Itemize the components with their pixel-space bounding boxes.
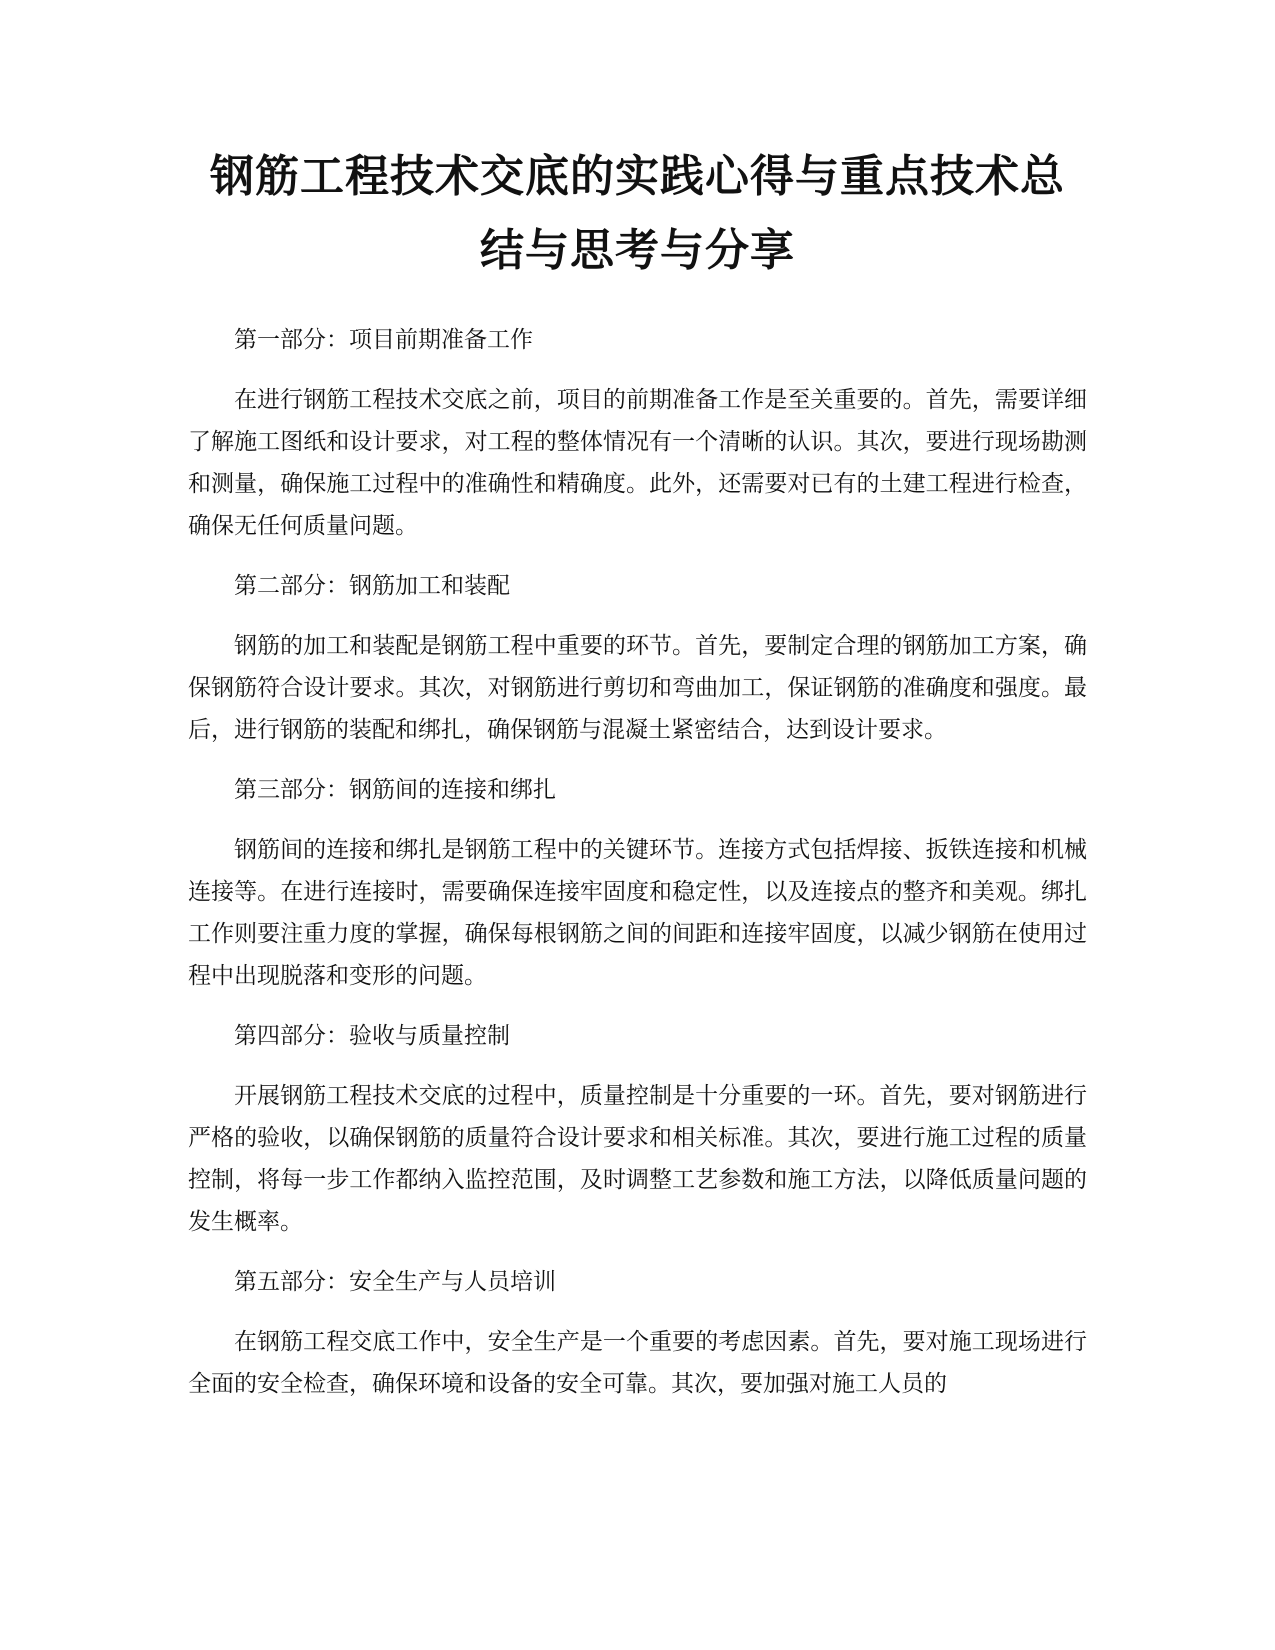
document-title: [188, 140, 1087, 288]
title-line-1: 钢筋工程技术交底的实践心得与重点技术总: [210, 151, 1065, 202]
title-line-2: 结与思考与分享: [480, 225, 795, 276]
section-heading-5: 第五部分：安全生产与人员培训: [234, 1269, 556, 1295]
section-heading-3: 第三部分：钢筋间的连接和绑扎: [234, 777, 556, 803]
section-heading-2: 第二部分：钢筋加工和装配: [234, 573, 510, 599]
section-paragraph-5: 在钢筋工程交底工作中，安全生产是一个重要的考虑因素。首先，要对施工现场进行全面的安全检查，确保环境和设备的安全可靠。其次，要加强对施工人员的: [188, 1329, 1087, 1397]
section-paragraph-3: 钢筋间的连接和绑扎是钢筋工程中的关键环节。连接方式包括焊接、扳铁连接和机械连接等。在进行连接时，需要确保连接牢固度和稳定性，以及连接点的整齐和美观。绑扎工作则要注重力度的掌握，确保每根钢筋之间的间距和连接牢固度，以减少钢筋在使用过程中出现脱落和变形的问题。: [188, 837, 1087, 989]
section-heading-1: 第一部分：项目前期准备工作: [234, 327, 533, 353]
section-heading-4: 第四部分：验收与质量控制: [234, 1023, 510, 1049]
document-body: [188, 310, 1087, 1414]
section-paragraph-2: 钢筋的加工和装配是钢筋工程中重要的环节。首先，要制定合理的钢筋加工方案，确保钢筋符合设计要求。其次，对钢筋进行剪切和弯曲加工，保证钢筋的准确度和强度。最后，进行钢筋的装配和绑扎，确保钢筋与混凝土紧密结合，达到设计要求。: [188, 633, 1087, 743]
section-paragraph-4: 开展钢筋工程技术交底的过程中，质量控制是十分重要的一环。首先，要对钢筋进行严格的验收，以确保钢筋的质量符合设计要求和相关标准。其次，要进行施工过程的质量控制，将每一步工作都纳入监控范围，及时调整工艺参数和施工方法，以降低质量问题的发生概率。: [188, 1083, 1087, 1235]
section-paragraph-1: 在进行钢筋工程技术交底之前，项目的前期准备工作是至关重要的。首先，需要详细了解施工图纸和设计要求，对工程的整体情况有一个清晰的认识。其次，要进行现场勘测和测量，确保施工过程中的准确性和精确度。此外，还需要对已有的土建工程进行检查，确保无任何质量问题。: [188, 387, 1087, 539]
